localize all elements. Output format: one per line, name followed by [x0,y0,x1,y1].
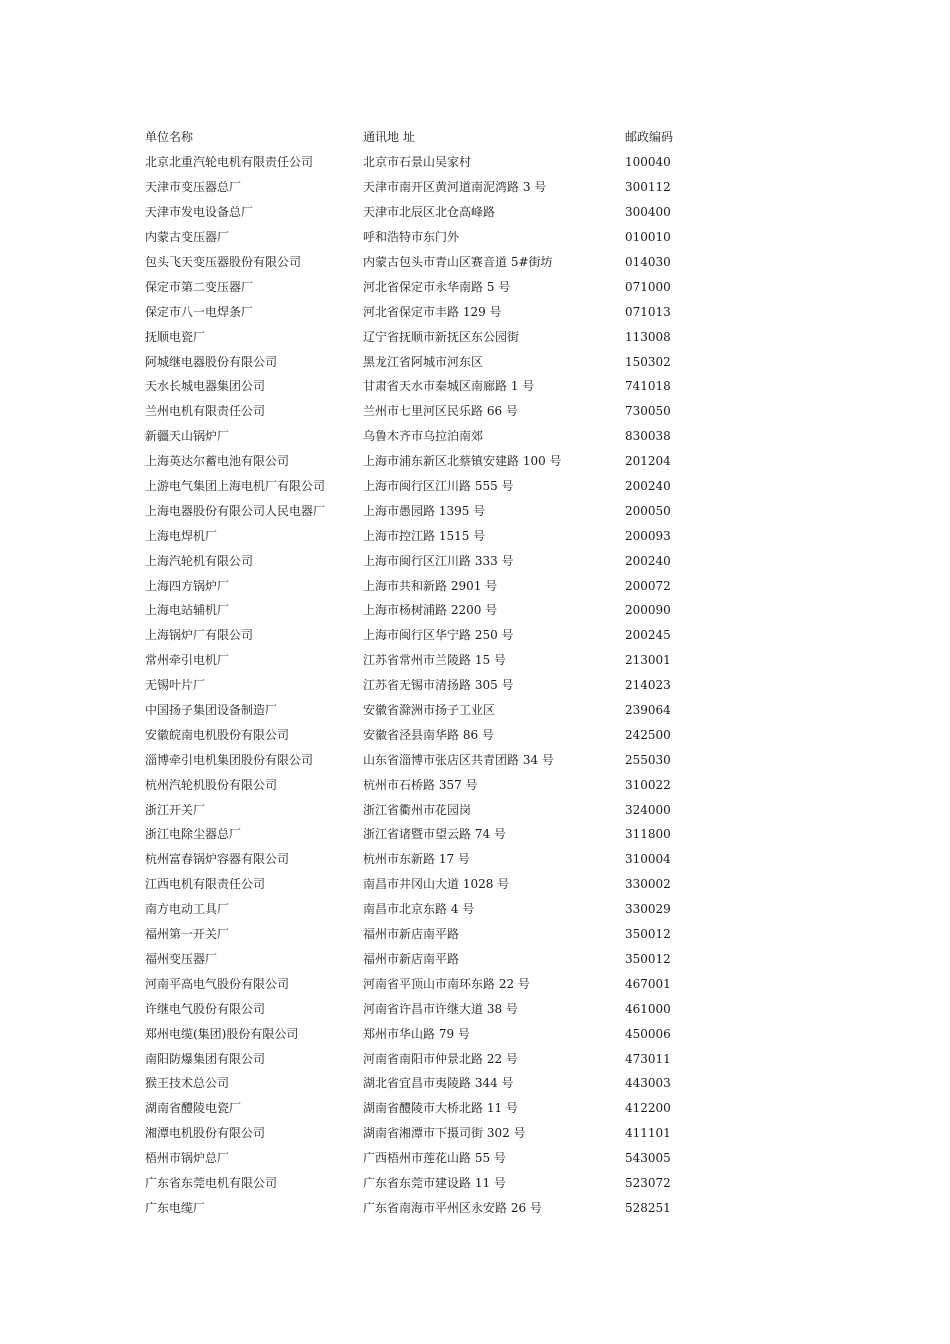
company-address: 呼和浩特市东门外 [363,231,460,244]
postal-code: 014030 [625,255,671,269]
company-name: 江西电机有限责任公司 [145,878,266,891]
company-name: 内蒙古变压器厂 [145,231,230,244]
postal-code: 411101 [625,1126,671,1141]
company-name: 保定市第二变压器厂 [145,280,254,293]
company-address: 山东省淄博市张店区共青团路 34 号 [363,753,554,766]
company-address: 郑州市华山路 79 号 [363,1027,470,1040]
table-row [145,374,825,399]
table-row [145,822,825,847]
company-name: 南阳防爆集团有限公司 [145,1052,266,1065]
company-address: 江苏省常州市兰陵路 15 号 [363,654,506,667]
company-name: 保定市八一电焊条厂 [145,305,254,318]
company-address: 上海市愚园路 1395 号 [363,504,486,517]
table-row [145,324,825,349]
table-row [145,598,825,623]
table-row [145,548,825,573]
postal-code: 528251 [625,1200,671,1215]
postal-code: 200093 [625,528,671,543]
company-address: 南昌市井冈山大道 1028 号 [363,878,510,891]
company-address: 广西梧州市莲花山路 55 号 [363,1152,506,1165]
table-row [145,922,825,947]
company-name: 猴王技术总公司 [145,1077,230,1090]
table-row [145,1121,825,1146]
postal-code: 213001 [625,653,671,668]
postal-code: 473011 [625,1051,671,1066]
postal-code: 523072 [625,1175,671,1190]
table-row [145,498,825,523]
postal-code: 071000 [625,279,671,294]
company-name: 天水长城电器集团公司 [145,380,266,393]
table-row [145,772,825,797]
table-row [145,1021,825,1046]
company-address: 河南省许昌市许继大道 38 号 [363,1002,518,1015]
company-address: 河北省保定市丰路 129 号 [363,305,502,318]
postal-code: 255030 [625,752,671,767]
company-address: 河南省南阳市仲景北路 22 号 [363,1052,518,1065]
table-row [145,971,825,996]
postal-code: 200240 [625,553,671,568]
postal-code: 200050 [625,503,671,518]
table-row [145,175,825,200]
company-name: 湖南省醴陵电瓷厂 [145,1102,242,1115]
company-address: 上海市闽行区江川路 555 号 [363,480,514,493]
table-row [145,673,825,698]
company-name: 上海四方锅炉厂 [145,579,230,592]
header-address: 通讯地 址 [363,131,415,143]
company-name: 安徽皖南电机股份有限公司 [145,728,290,741]
postal-code: 730050 [625,404,671,419]
table-body [145,150,825,1220]
company-address: 湖北省宜昌市夷陵路 344 号 [363,1077,514,1090]
header-company-name: 单位名称 [145,131,194,143]
company-name: 杭州富春锅炉容器有限公司 [145,853,290,866]
postal-code: 830038 [625,429,671,444]
header-postal-code: 邮政编码 [625,130,674,144]
table-row [145,299,825,324]
postal-code: 113008 [625,329,671,344]
company-address: 辽宁省抚顺市新抚区东公园街 [363,330,520,343]
company-name: 上海锅炉厂有限公司 [145,629,254,642]
company-name: 上海电器股份有限公司人民电器厂 [145,504,326,517]
table-row [145,274,825,299]
company-address: 杭州市石桥路 357 号 [363,778,478,791]
postal-code: 200245 [625,628,671,643]
table-row [145,747,825,772]
company-name: 淄博牵引电机集团股份有限公司 [145,753,314,766]
table-row [145,1071,825,1096]
company-address: 天津市南开区黄河道南泥湾路 3 号 [363,181,547,194]
table-row [145,623,825,648]
company-address: 河南省平顶山市南环东路 22 号 [363,977,530,990]
table-row [145,349,825,374]
table-row [145,474,825,499]
postal-code: 310022 [625,777,671,792]
company-address: 江苏省无锡市清扬路 305 号 [363,679,514,692]
company-name: 天津市发电设备总厂 [145,206,254,219]
company-address: 乌鲁木齐市乌拉泊南郊 [363,430,484,443]
company-name: 广东电缆厂 [145,1201,206,1214]
company-name: 梧州市锅炉总厂 [145,1152,230,1165]
company-name: 包头飞天变压器股份有限公司 [145,256,302,268]
table-header [145,124,825,150]
company-address: 安徽省滁洲市扬子工业区 [363,704,496,717]
company-name: 兰州电机有限责任公司 [145,405,266,418]
company-address: 上海市控江路 1515 号 [363,529,486,542]
postal-code: 150302 [625,354,671,369]
company-address: 上海市共和新路 2901 号 [363,579,498,592]
company-address: 浙江省衢州市花园岗 [363,803,472,816]
company-address: 福州市新店南平路 [363,928,460,941]
company-name: 阿城继电器股份有限公司 [145,355,278,368]
table-row [145,1096,825,1121]
postal-code: 200240 [625,479,671,494]
postal-code: 010010 [625,230,671,245]
postal-code: 350012 [625,951,671,966]
company-name: 河南平高电气股份有限公司 [145,977,290,990]
postal-code: 201204 [625,454,671,469]
company-address: 黑龙江省阿城市河东区 [363,355,484,368]
postal-code: 450006 [625,1026,671,1041]
company-name: 许继电气股份有限公司 [145,1002,266,1015]
company-name: 上海电站辅机厂 [145,604,230,617]
company-address: 甘肃省天水市秦城区南廊路 1 号 [363,380,535,393]
company-name: 湘潭电机股份有限公司 [145,1127,266,1140]
company-address: 浙江省诸暨市望云路 74 号 [363,828,506,841]
company-address: 安徽省泾县南华路 86 号 [363,728,494,741]
company-address: 内蒙古包头市青山区赛音道 5#街坊 [363,256,553,268]
table-row [145,947,825,972]
postal-code: 543005 [625,1151,671,1166]
company-address: 湖南省醴陵市大桥北路 11 号 [363,1102,518,1115]
company-address: 河北省保定市永华南路 5 号 [363,280,511,293]
postal-code: 239064 [625,703,671,718]
table-row [145,150,825,175]
company-name: 广东省东莞电机有限公司 [145,1176,278,1189]
postal-code: 330002 [625,877,671,892]
table-row [145,523,825,548]
postal-code: 412200 [625,1101,671,1116]
postal-code: 324000 [625,802,671,817]
postal-code: 461000 [625,1001,671,1016]
company-name: 无锡叶片厂 [145,679,206,692]
table-row [145,872,825,897]
table-row [145,797,825,822]
company-name: 北京北重汽轮电机有限责任公司 [145,156,314,169]
table-row [145,250,825,275]
postal-code: 300400 [625,205,671,220]
company-name: 南方电动工具厂 [145,903,230,916]
table-row [145,847,825,872]
company-name: 新疆天山锅炉厂 [145,430,230,443]
company-address: 上海市浦东新区北蔡镇安建路 100 号 [363,455,562,468]
table-row [145,722,825,747]
table-row [145,1046,825,1071]
company-address: 天津市北辰区北仓高峰路 [363,206,496,219]
company-address: 北京市石景山吴家村 [363,156,472,169]
table-row [145,573,825,598]
company-address: 湖南省湘潭市下摄司街 302 号 [363,1127,526,1140]
postal-code: 200090 [625,603,671,618]
company-name: 浙江电除尘器总厂 [145,828,242,841]
company-address: 上海市闽行区华宁路 250 号 [363,629,514,642]
postal-code: 311800 [625,827,671,842]
company-address: 上海市杨树浦路 2200 号 [363,604,498,617]
company-name: 常州牵引电机厂 [145,654,230,667]
company-name: 福州第一开关厂 [145,928,230,941]
company-address: 兰州市七里河区民乐路 66 号 [363,405,518,418]
table-row [145,399,825,424]
table-row [145,698,825,723]
company-name: 上海英达尔蓄电池有限公司 [145,455,290,468]
company-name: 上海汽轮机有限公司 [145,554,254,567]
company-address: 广东省东莞市建设路 11 号 [363,1176,506,1189]
company-name: 中国扬子集团设备制造厂 [145,704,278,717]
company-address: 南昌市北京东路 4 号 [363,903,475,916]
company-name: 上游电气集团上海电机厂有限公司 [145,480,326,493]
table-row [145,897,825,922]
table-row [145,1146,825,1171]
table-row [145,424,825,449]
postal-code: 300112 [625,180,671,195]
company-directory-table [145,124,825,1220]
company-name: 福州变压器厂 [145,952,218,965]
postal-code: 071013 [625,304,671,319]
company-address: 福州市新店南平路 [363,952,460,965]
table-row [145,648,825,673]
company-name: 杭州汽轮机股份有限公司 [145,778,278,791]
postal-code: 330029 [625,902,671,917]
postal-code: 741018 [625,379,671,394]
table-row [145,225,825,250]
company-address: 上海市闽行区江川路 333 号 [363,554,514,567]
company-name: 抚顺电瓷厂 [145,330,206,343]
postal-code: 214023 [625,678,671,693]
table-row [145,996,825,1021]
postal-code: 310004 [625,852,671,867]
table-row [145,200,825,225]
postal-code: 443003 [625,1076,671,1091]
table-row [145,449,825,474]
company-name: 浙江开关厂 [145,803,206,816]
table-row [145,1171,825,1196]
postal-code: 242500 [625,727,671,742]
company-name: 上海电焊机厂 [145,529,218,542]
postal-code: 100040 [625,155,671,170]
company-address: 杭州市东新路 17 号 [363,853,470,866]
company-name: 郑州电缆(集团)股份有限公司 [145,1027,299,1040]
postal-code: 467001 [625,976,671,991]
company-name: 天津市变压器总厂 [145,181,242,194]
postal-code: 200072 [625,578,671,593]
table-row [145,1195,825,1220]
postal-code: 350012 [625,927,671,942]
company-address: 广东省南海市平州区永安路 26 号 [363,1201,542,1214]
